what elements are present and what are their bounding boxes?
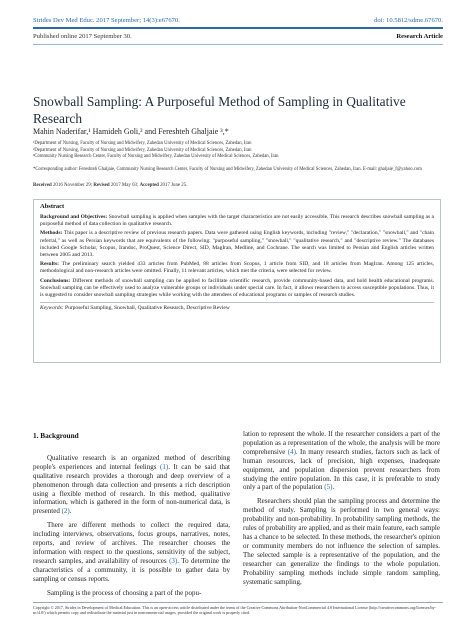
abstract-text: Different methods of snowball sampling can be applied to facilitate scientific research, provide community-based data, and hold health educational programs. Snowball sampling can be effectively used to analyze vulnerable groups or individuals under special care. In fact, it allows researchers to access susceptible populations. Thus, it is suggested to consider snowball sampling strategies while working with the attendees of educational programs or samples of research studies. bbox=[40, 277, 434, 299]
paragraph-text: . bbox=[332, 483, 335, 492]
revised-date: 2017 May 03; bbox=[110, 183, 139, 188]
abstract-text: Snowball sampling is applied when samples with the target characteristics are not easily accessible. This research describes snowball sampling as a purposeful method of data collection in qualitative research. bbox=[40, 214, 434, 228]
abstract-background bbox=[40, 214, 434, 228]
footer-rule bbox=[33, 602, 443, 603]
body-column-right bbox=[243, 430, 440, 591]
citation-link[interactable]: (4) bbox=[287, 447, 296, 456]
body-paragraph bbox=[243, 430, 440, 492]
citation-link[interactable]: (3) bbox=[169, 556, 178, 565]
affiliation-2: ²Department of Nursing, Faculty of Nursing and Midwifery, Zahedan University of Medical Sciences, Zahedan, Iran bbox=[33, 147, 252, 153]
article-type: Research Article bbox=[396, 33, 443, 40]
accepted-label: Accepted bbox=[139, 183, 159, 188]
published-date: Published online 2017 September 30. bbox=[33, 33, 132, 40]
corresponding-author: *Corresponding author: Fereshteh Ghaljaie, Community Nursing Research Center, Faculty of Nursing and Midwifery, Zahedan University of Medical Sciences, Zahedan, Iran. E-mail: ghaljaie_f@yahoo.com bbox=[33, 167, 422, 172]
abstract-box bbox=[33, 199, 441, 363]
paragraph-text: Researchers should plan the sampling process and determine the method of study. Sampling is performed in two general ways: probability and non-probability. In probability sampling methods, the rules of probability are applied, and as their main feature, each sample has a chance to be selected. In these methods, the researcher's opinion or community members do not influence the selection of samples. The selected sample is a representative of the population, and the researcher can generalize the findings to the whole population. Probability sampling methods include simple random sampling, systematic sampling, bbox=[243, 497, 440, 586]
copyright-footer: Copyright © 2017, Strides in Development of Medical Education. This is an open-access article distributed under the terms of the Creative Commons Attribution-NonCommercial 4.0 International License (http://creativecommons.org/licenses/by-nc/4.0/) which permits copy and redistribute the material just in noncommercial usages, provided the original work is properly cited. bbox=[33, 605, 436, 616]
received-date: 2016 November 29; bbox=[52, 183, 93, 188]
abstract-label: Background and Objectives: bbox=[40, 214, 108, 220]
received-label: Received bbox=[33, 183, 52, 188]
article-dates bbox=[33, 183, 187, 188]
section-heading: 1. Background bbox=[33, 431, 79, 440]
affiliations bbox=[33, 141, 443, 161]
body-paragraph bbox=[33, 589, 230, 598]
affiliation-3: ³Community Nursing Research Center, Faculty of Nursing and Midwifery, Zahedan University of Medical Sciences, Zahedan, Iran bbox=[33, 154, 279, 160]
abstract-divider bbox=[40, 302, 434, 303]
abstract-text: This paper is a descriptive review of previous research papers. Data were gathered using English keywords, including "review," "declaration," "snowball," and "chain referral," as well as Persian keywords that are equivalents of the following: "purposeful sampling," "snowball," "qualitative research," and "descriptive review." The databases included Google Scholar, Scopus, Irandoc, ProQuest, Science Direct, SID, MagIran, Medline, and Cochrane. The search was limited to Persian and English articles written between 2005 and 2013. bbox=[40, 230, 434, 259]
doi-link[interactable]: doi: 10.5812/sdme.67670. bbox=[374, 17, 443, 24]
paragraph-text: . In many research studies, factors such as lack of human resources, lack of precision, high expenses, inadequate equipment, and population dispersion prevent researchers from studying the entire population. In this case, it is preferable to study only a part of the population bbox=[243, 447, 440, 492]
paragraph-text: lation to represent the whole. If the researcher considers a part of the population as a representation of the whole, the analysis will be more comprehensive bbox=[243, 430, 440, 456]
body-column-left bbox=[33, 432, 230, 603]
journal-citation: Strides Dev Med Educ. 2017 September; 14(3):e67670. bbox=[33, 17, 180, 24]
paragraph-text: There are different methods to collect the required data, including interviews, observations, focus groups, narratives, notes, reports, and review of archives. The researcher chooses the information with respect to the questions, sensitivity of the subject, research samples, and availability of resources bbox=[33, 521, 230, 565]
paragraph-text: . bbox=[69, 507, 72, 516]
affiliation-1: ¹Department of Nursing, Faculty of Nursing and Midwifery, Zahedan University of Medical Sciences, Zahedan, Iran bbox=[33, 141, 252, 146]
abstract-label: Conclusions: bbox=[40, 277, 71, 284]
abstract-conclusions bbox=[40, 278, 434, 300]
article-title: Snowball Sampling: A Purposeful Method of Sampling in Qualitative Research bbox=[33, 94, 406, 126]
header-divider bbox=[33, 44, 443, 45]
body-paragraph bbox=[243, 497, 440, 586]
revised-label: Revised bbox=[93, 183, 110, 188]
citation-link[interactable]: (5) bbox=[324, 483, 333, 492]
header-rule bbox=[33, 27, 443, 29]
body-paragraph bbox=[33, 454, 230, 516]
body-paragraph bbox=[33, 521, 230, 583]
paragraph-text: . To determine the characteristics of a community, it is possible to gather data by sampling or census reports. bbox=[33, 556, 230, 583]
abstract-label: Methods: bbox=[40, 230, 63, 237]
abstract-text: The preliminary search yielded 433 articles from PubMed, 88 articles from Scopus, 1 article from SID, and 18 articles from MagIran. Among 125 articles, methodological and non-research articles were omitted. Finally, 11 relevant articles, which met the criteria, were selected for review. bbox=[40, 261, 434, 275]
paragraph-text: . It can be said that qualitative research provides a thorough and deep overview of a phenomenon through data collection and presents a rich description using a flexible method of research. In this method, qualitative information, which is gathered in the form of non-numerical data, is presented bbox=[33, 462, 230, 516]
keywords-label: Keywords: bbox=[40, 304, 64, 311]
accepted-date: 2017 June 25. bbox=[160, 183, 188, 188]
paragraph-text: Qualitative research is an organized method of describing people's experiences and internal feelings bbox=[33, 453, 230, 471]
abstract-heading: Abstract bbox=[40, 203, 65, 210]
keywords bbox=[40, 305, 434, 311]
abstract-methods bbox=[40, 230, 434, 259]
paragraph-text: Sampling is the process of choosing a part of the popu- bbox=[47, 588, 202, 597]
abstract-results bbox=[40, 261, 434, 275]
author-list: Mahin Naderifar,¹ Hamideh Goli,² and Fereshteh Ghaljaie ³,* bbox=[33, 127, 229, 136]
keywords-text: Purposeful Sampling, Snowball, Qualitative Research, Descriptive Review bbox=[63, 304, 230, 311]
citation-link[interactable]: (1) bbox=[160, 462, 169, 471]
abstract-label: Results: bbox=[40, 261, 59, 268]
citation-link[interactable]: (2) bbox=[61, 507, 70, 516]
